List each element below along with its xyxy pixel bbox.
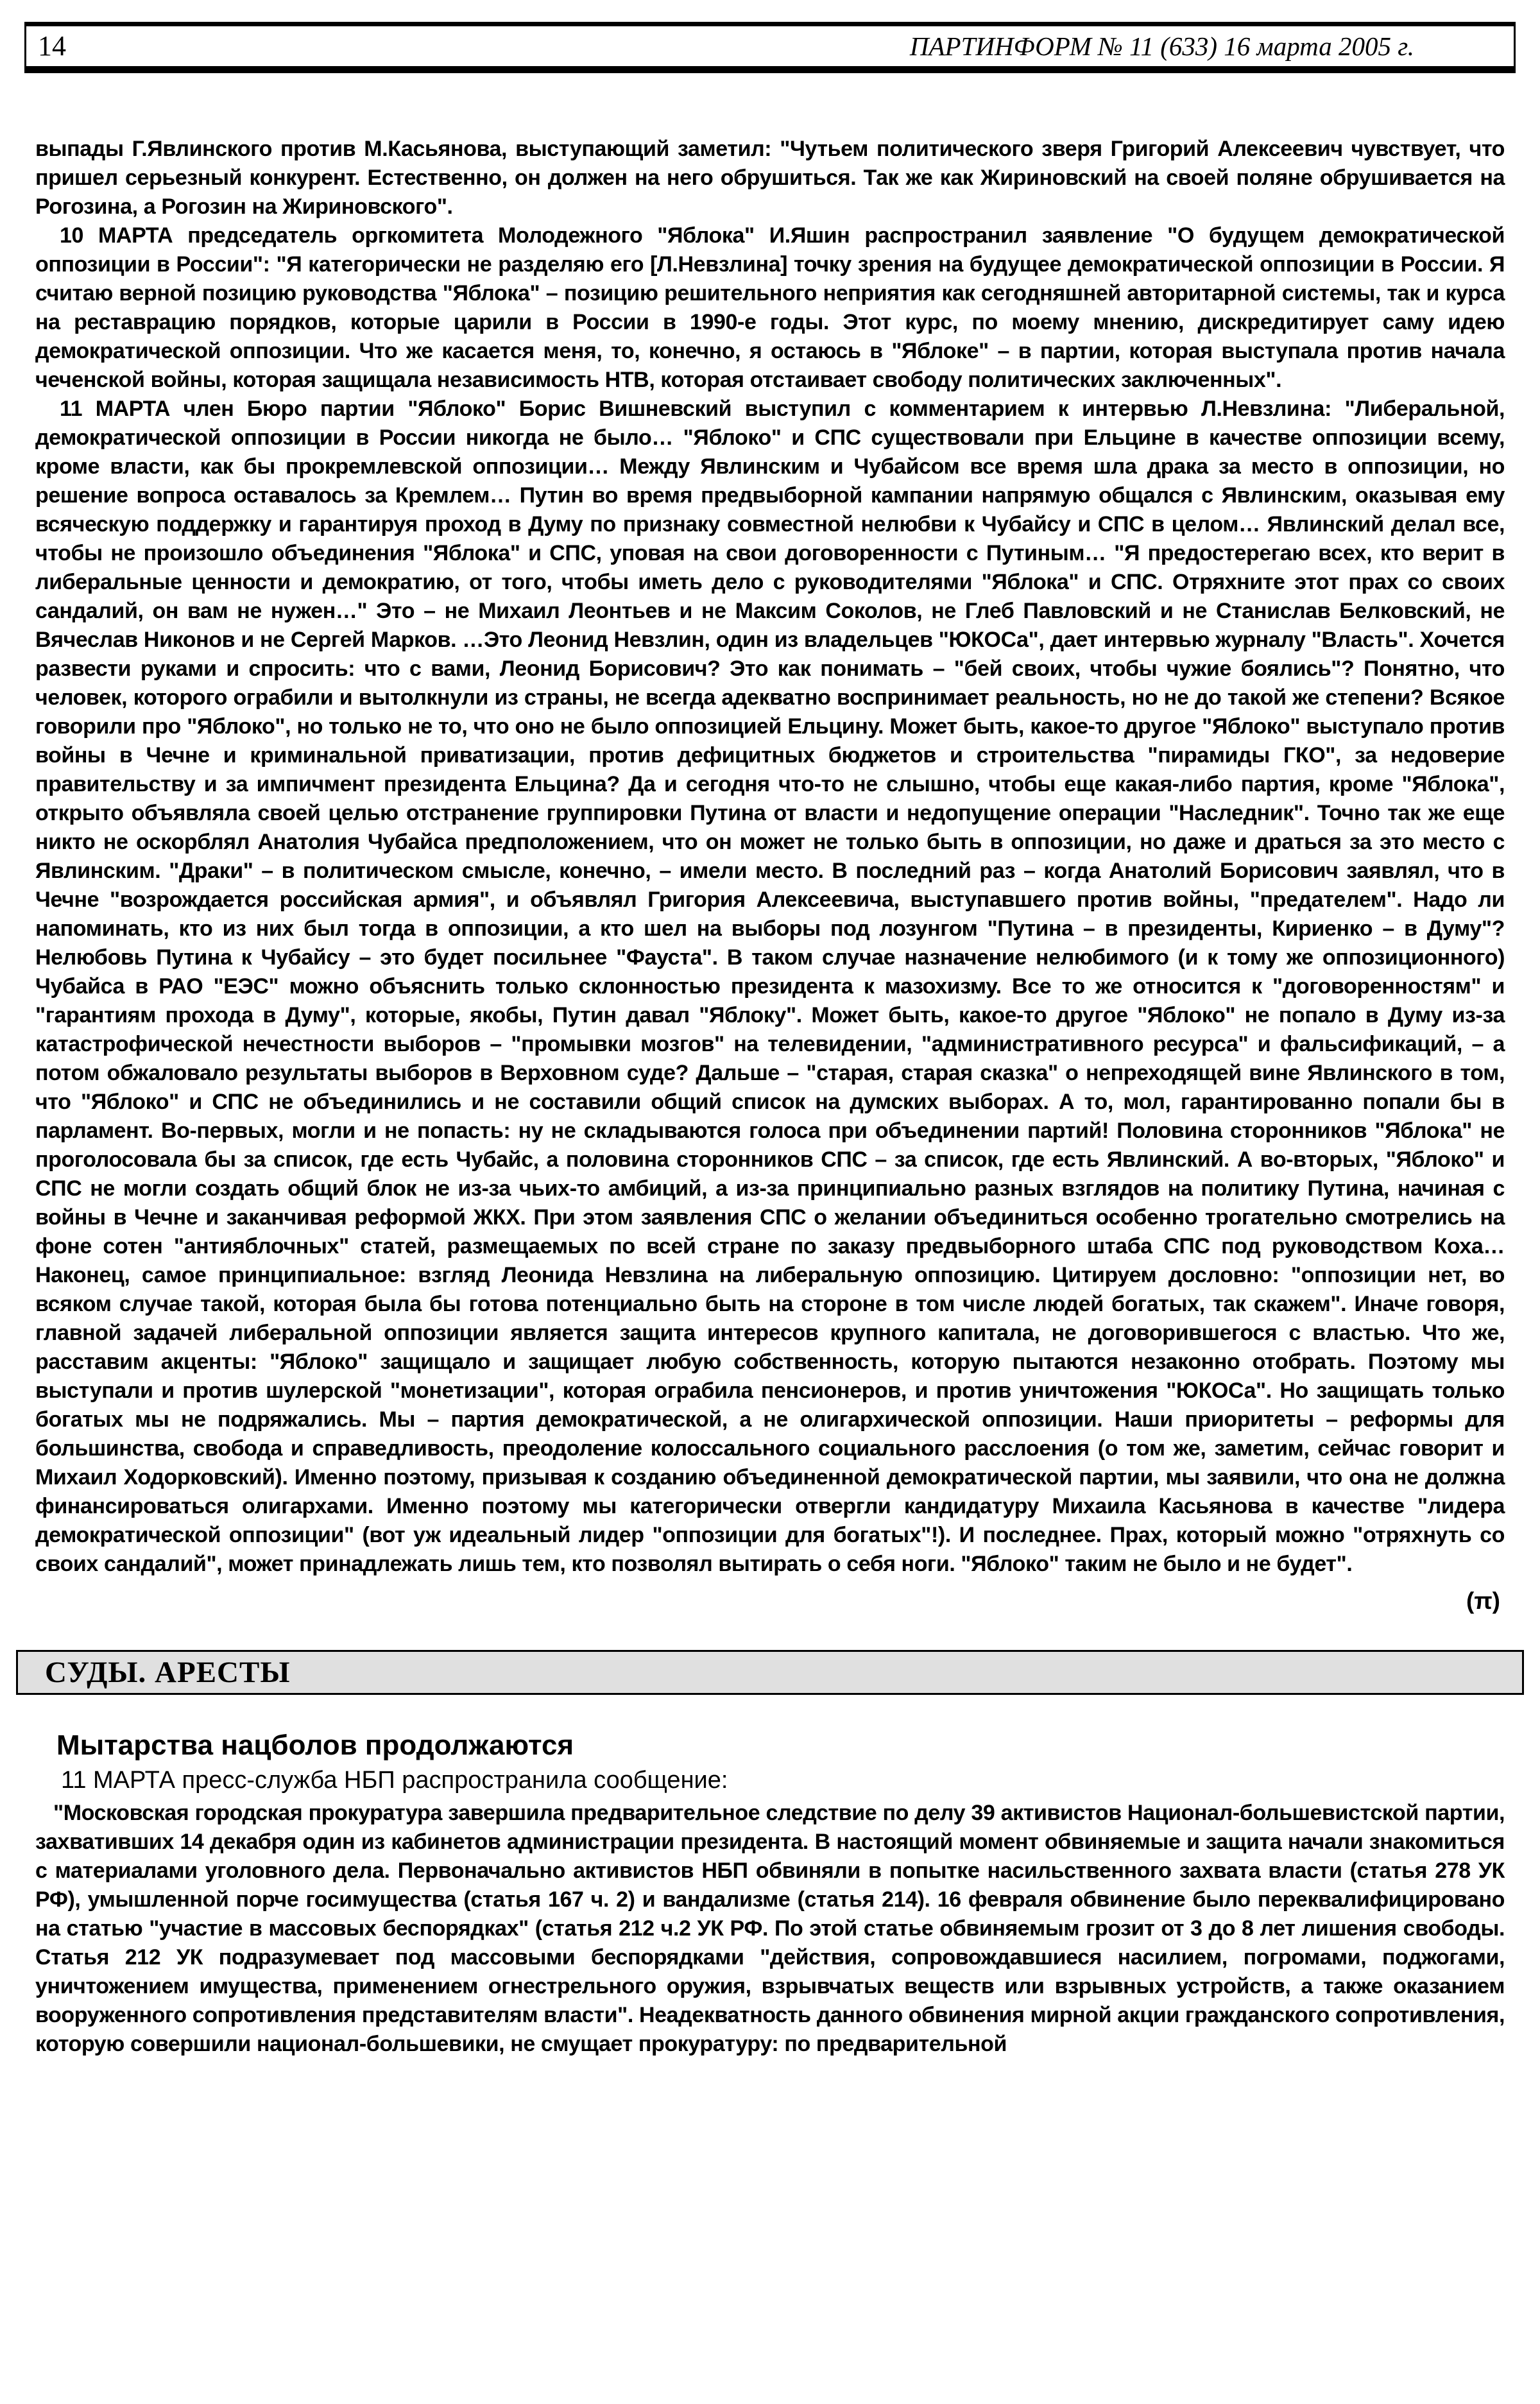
author-signature: (π) [1466, 1588, 1500, 1614]
page-header [24, 22, 1516, 73]
article-paragraph: 10 МАРТА председатель оргкомитета Молодежного "Яблока" И.Яшин распространил заявление "О будущем демократической оппозиции в России": "Я категорически не разделяю его [Л.Невзлина] точку зрения на будущее демократической оппозиции в России. Я считаю верной позицию руководства "Яблока" – позицию решительного неприятия как сегодняшней авторитарной системы, так и курса на реставрацию порядков, которые царили в России в 1990-е годы. Этот курс, по моему мнению, дискредитирует саму идею демократической оппозиции. Что же касается меня, то, конечно, я остаюсь в "Яблоке" – в партии, которая выступала против начала чеченской войны, которая защищала независимость НТВ, которая отстаивает свободу политических заключенных". [35, 223, 1505, 392]
article-body [35, 1799, 1505, 2059]
section-title: СУДЫ. АРЕСТЫ [45, 1655, 291, 1689]
article-title: Мытарства нацболов продолжаются [56, 1730, 574, 1761]
article-paragraph: "Московская городская прокуратура завершила предварительное следствие по делу 39 активистов Национал-большевистской партии, захвативших 14 декабря один из кабинетов администрации президента. В настоящий момент обвиняемые и защита начали знакомиться с материалами уголовного дела. Первоначально активистов НБП обвиняли в попытке насильственного захвата власти (статья 278 УК РФ), умышленной порче госимущества (статья 167 ч. 2) и вандализме (статья 214). 16 февраля обвинение было переквалифицировано на статью "участие в массовых беспорядках" (статья 212 ч.2 УК РФ. По этой статье обвиняемым грозит от 3 до 8 лет лишения свободы. Статья 212 УК подразумевает под массовыми беспорядками "действия, сопровождавшиеся насилием, погромами, поджогами, уничтожением имущества, применением огнестрельного оружия, взрывчатых веществ или взрывных устройств, а также оказанием вооруженного сопротивления представителям власти". Неадекватность данного обвинения мирной акции гражданского сопротивления, которую совершили национал-большевики, не смущает прокуратуру: по предварительной [35, 1801, 1505, 2056]
issue-title: ПАРТИНФОРМ № 11 (633) 16 марта 2005 г. [909, 31, 1414, 61]
article-intro-line: 11 МАРТА пресс-служба НБП распространила сообщение: [61, 1767, 728, 1794]
article-paragraph: выпады Г.Явлинского против М.Касьянова, выступающий заметил: "Чутьем политического зверя Григорий Алексеевич чувствует, что пришел серьезный конкурент. Естественно, он должен на него обрушиться. Так же как Жириновский на своей поляне обрушивается на Рогозина, а Рогозин на Жириновского". [35, 137, 1505, 219]
page-number: 14 [38, 30, 66, 62]
article-continuation [35, 135, 1505, 1579]
article-paragraph: 11 МАРТА член Бюро партии "Яблоко" Борис Вишневский выступил с комментарием к интервью Л.Невзлина: "Либеральной, демократической оппозиции в России никогда не было… "Яблоко" и СПС существовали при Ельцине в качестве оппозиции всему, кроме власти, как бы прокремлевской оппозиции… Между Явлинским и Чубайсом все время шла драка за место в оппозиции, но решение вопроса оставалось за Кремлем… Путин во время предвыборной кампании напрямую общался с Явлинским, оказывая ему всяческую поддержку и гарантируя проход в Думу по признаку совместной нелюбви к Чубайсу и СПС в целом… Явлинский делал все, чтобы не произошло объединения "Яблока" и СПС, уповая на свои договоренности с Путиным… "Я предостерегаю всех, кто верит в либеральные ценности и демократию, от того, чтобы иметь дело с руководителями "Яблока" и СПС. Отряхните этот прах со своих сандалий, он вам не нужен…" Это – не Михаил Леонтьев и не Максим Соколов, не Глеб Павловский и не Станислав Белковский, не Вячеслав Никонов и не Сергей Марков. …Это Леонид Невзлин, один из владельцев "ЮКОСа", дает интервью журналу "Власть". Хочется развести руками и спросить: что с вами, Леонид Борисович? Это как понимать – "бей своих, чтобы чужие боялись"? Понятно, что человек, которого ограбили и вытолкнули из страны, не всегда адекватно воспринимает реальность, но не до такой же степени? Всякое говорили про "Яблоко", но только не то, что оно не было оппозицией Ельцину. Может быть, какое-то другое "Яблоко" выступало против войны в Чечне и криминальной приватизации, против дефицитных бюджетов и строительства "пирамиды ГКО", за недоверие правительству и за импичмент президента Ельцина? Да и сегодня что-то не слышно, чтобы еще какая-либо партия, кроме "Яблока", открыто объявляла своей целью отстранение группировки Путина от власти и недопущение операции "Наследник". Точно так же еще никто не оскорблял Анатолия Чубайса предположением, что он может не только быть в оппозиции, но даже и драться за это место с Явлинским. "Драки" – в политическом смысле, конечно, – имели место. В последний раз – когда Анатолий Борисович заявлял, что в Чечне "возрождается российская армия", и объявлял Григория Алексеевича, выступавшего против войны, "предателем". Надо ли напоминать, кто из них был тогда в оппозиции, а кто шел на выборы под лозунгом "Путина – в президенты, Кириенко – в Думу"? Нелюбовь Путина к Чубайсу – это будет посильнее "Фауста". В таком случае назначение нелюбимого (и к тому же оппозиционного) Чубайса в РАО "ЕЭС" можно объяснить только склонностью президента к мазохизму. Все то же относится к "договоренностям" и "гарантиям прохода в Думу", которые, якобы, Путин давал "Яблоку". Может быть, какое-то другое "Яблоко" не попало в Думу из-за катастрофической нечестности выборов – "промывки мозгов" на телевидении, "административного ресурса" и фальсификаций, – а потом обжаловало результаты выборов в Верховном суде? Дальше – "старая, старая сказка" о непреходящей вине Явлинского в том, что "Яблоко" и СПС не объединились и не составили общий список на думских выборах. А то, мол, гарантированно попали бы в парламент. Во-первых, могли и не попасть: ну не складываются голоса при объединении партий! Половина сторонников "Яблока" не проголосовала бы за список, где есть Чубайс, а половина сторонников СПС – за список, где есть Явлинский. А во-вторых, "Яблоко" и СПС не могли создать общий блок не из-за чьих-то амбиций, а из-за принципиально разных взглядов на политику Путина, начиная с войны в Чечне и заканчивая реформой ЖКХ. При этом заявления СПС о желании объединиться особенно трогательно смотрелись на фоне сотен "антияблочных" статей, размещаемых по всей стране по заказу предвыборного штаба СПС под руководством Коха… Наконец, самое принципиальное: взгляд Леонида Невзлина на либеральную оппозицию. Цитируем дословно: "оппозиции нет, во всяком случае такой, которая была бы готова потенциально быть на стороне в том числе людей богатых, так скажем". Иначе говоря, главной задачей либеральной оппозиции является защита интересов крупного капитала, не договорившегося с властью. Что же, расставим акценты: "Яблоко" защищало и защищает любую собственность, которую пытаются незаконно отобрать. Поэтому мы выступали и против шулерской "монетизации", которая ограбила пенсионеров, и против уничтожения "ЮКОСа". Но защищать только богатых мы не подряжались. Мы – партия демократической, а не олигархической оппозиции. Наши приоритеты – реформы для большинства, свобода и справедливость, преодоление колоссального социального расслоения (о том же, заметим, сейчас говорит и Михаил Ходорковский). Именно поэтому, призывая к созданию объединенной демократической партии, мы заявили, что она не должна финансироваться олигархами. Именно поэтому мы категорически отвергли кандидатуру Михаила Касьянова в качестве "лидера демократической оппозиции" (вот уж идеальный лидер "оппозиции для богатых"!). И последнее. Прах, который можно "отряхнуть со своих сандалий", может принадлежать лишь тем, кто позволял вытирать о себя ноги. "Яблоко" таким не было и не будет". [35, 397, 1505, 1576]
newsletter-page [0, 22, 1540, 2404]
section-header-bar [16, 1650, 1524, 1695]
